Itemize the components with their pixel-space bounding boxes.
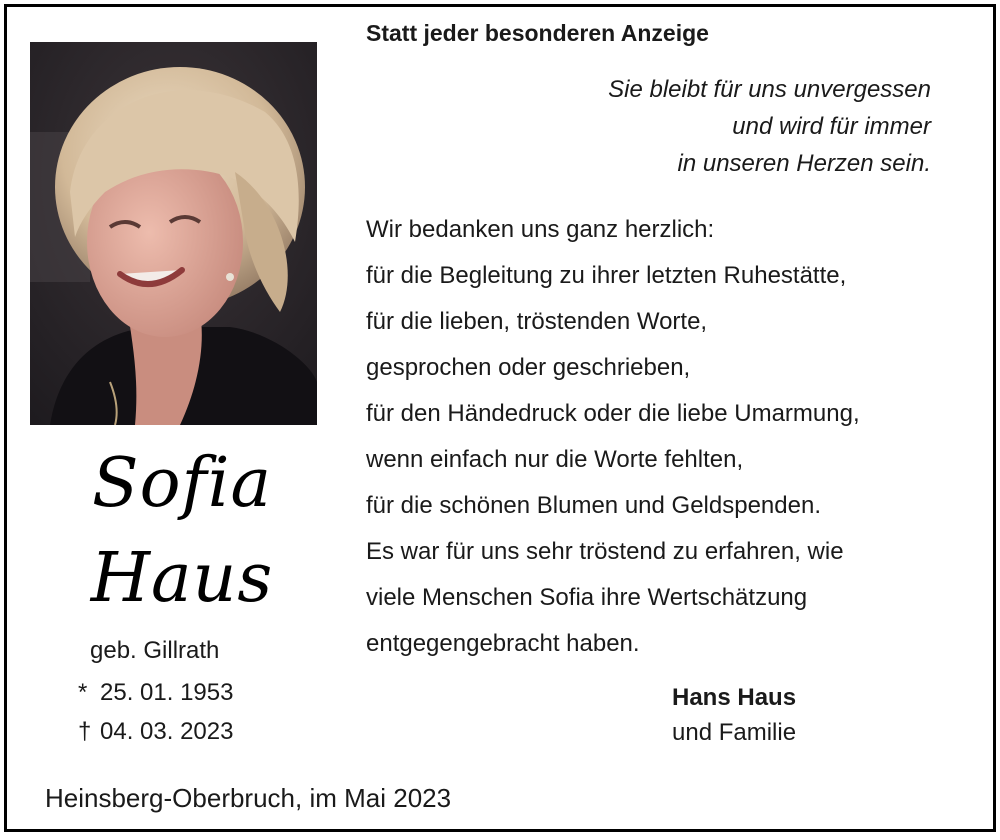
thanks-text	[366, 207, 860, 667]
poem-line: und wird für immer	[732, 113, 931, 140]
poem-line: in unseren Herzen sein.	[677, 150, 931, 177]
thanks-line: gesprochen oder geschrieben,	[366, 354, 691, 381]
thanks-line: entgegengebracht haben.	[366, 630, 640, 657]
deceased-first-name: Sofia	[92, 444, 272, 523]
maiden-name: geb. Gillrath	[90, 637, 220, 664]
death-line	[78, 718, 233, 746]
thanks-line: viele Menschen Sofia ihre Wertschätzung	[366, 584, 808, 611]
place-date: Heinsberg-Oberbruch, im Mai 2023	[45, 783, 452, 813]
signature-name: Hans Haus	[672, 684, 797, 711]
thanks-line: für die schönen Blumen und Geldspenden.	[366, 492, 821, 519]
death-symbol: †	[78, 718, 92, 745]
poem-line: Sie bleibt für uns unvergessen	[608, 76, 931, 103]
portrait-image	[30, 42, 317, 425]
thanks-line: für die Begleitung zu ihrer letzten Ruhestätte,	[366, 262, 847, 289]
portrait-photo	[30, 42, 317, 425]
poem-verse	[608, 71, 931, 182]
death-date: 04. 03. 2023	[100, 718, 234, 745]
birth-line	[78, 679, 233, 707]
thanks-line: für den Händedruck oder die liebe Umarmung,	[366, 400, 860, 427]
thanks-line: für die lieben, tröstenden Worte,	[366, 308, 708, 335]
deceased-last-name: Haus	[90, 539, 274, 618]
thanks-line: Wir bedanken uns ganz herzlich:	[366, 216, 715, 243]
birth-date: 25. 01. 1953	[100, 679, 234, 706]
obituary-notice	[4, 4, 996, 832]
notice-heading: Statt jeder besonderen Anzeige	[366, 20, 709, 46]
earring	[226, 273, 234, 281]
thanks-line: Es war für uns sehr tröstend zu erfahren, wie	[366, 538, 844, 565]
thanks-line: wenn einfach nur die Worte fehlten,	[366, 446, 744, 473]
birth-symbol: *	[78, 679, 88, 706]
signature-family: und Familie	[672, 719, 797, 746]
